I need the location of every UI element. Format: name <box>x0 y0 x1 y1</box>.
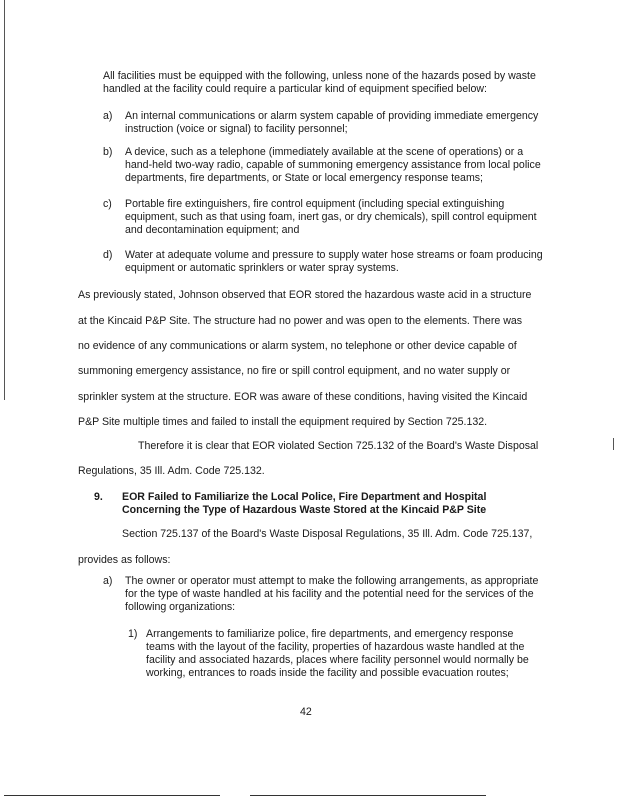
body-line: sprinkler system at the structure. EOR was aware of these conditions, having visited the Kincaid <box>78 391 528 403</box>
body-line: at the Kincaid P&P Site. The structure had no power and was open to the elements. There was <box>78 315 523 327</box>
list-item-text: An internal communications or alarm system capable of providing immediate emergency instruction (voice or signal) to facility personnel; <box>125 110 539 135</box>
body-line: Regulations, 35 Ill. Adm. Code 725.132. <box>78 465 265 477</box>
section-title: EOR Failed to Familiarize the Local Police, Fire Department and Hospital Concerning the Type of Hazardous Waste Stored at the Kincaid P&P Site <box>122 491 487 516</box>
list-item-label: a) <box>103 575 113 587</box>
list-item-label: c) <box>103 198 112 210</box>
right-margin-mark <box>613 438 614 450</box>
body-line: Section 725.137 of the Board's Waste Disposal Regulations, 35 Ill. Adm. Code 725.137, <box>122 528 533 540</box>
body-line: P&P Site multiple times and failed to install the equipment required by Section 725.132. <box>78 416 488 428</box>
body-line: summoning emergency assistance, no fire or spill control equipment, and no water supply or <box>78 365 511 377</box>
intro-paragraph: All facilities must be equipped with the following, unless none of the hazards posed by waste handled at the facility could require a particular kind of equipment specified below: <box>103 70 536 95</box>
list-item-label: a) <box>103 110 113 122</box>
section-number: 9. <box>94 491 103 503</box>
page-number: 42 <box>300 706 312 718</box>
body-line: provides as follows: <box>78 554 171 566</box>
body-line: no evidence of any communications or alarm system, no telephone or other device capable of <box>78 340 517 352</box>
list-item-label: d) <box>103 249 113 261</box>
body-line: As previously stated, Johnson observed that EOR stored the hazardous waste acid in a structure <box>78 289 532 301</box>
body-line: Therefore it is clear that EOR violated Section 725.132 of the Board's Waste Disposal <box>138 440 539 452</box>
list-item-text: Water at adequate volume and pressure to supply water hose streams or foam producing equipment or automatic sprinklers or water spray systems. <box>125 249 543 274</box>
footer-rule-left <box>4 795 220 796</box>
left-margin-rule <box>4 0 5 400</box>
list-item-label: b) <box>103 146 113 158</box>
list-item-text: Portable fire extinguishers, fire control equipment (including special extinguishing equipment, such as that using foam, inert gas, or dry chemicals), spill control equipment and decontamination equipment; and <box>125 198 537 236</box>
list-item-text: Arrangements to familiarize police, fire departments, and emergency response teams with the layout of the facility, properties of hazardous waste handled at the facility and associated hazards, places where facility personnel would normally be working, entrances to roads inside the facility and possible evacuation routes; <box>146 628 529 679</box>
footer-rule-right <box>250 795 486 796</box>
list-item-text: The owner or operator must attempt to make the following arrangements, as appropriate for the type of waste handled at his facility and the potential need for the services of the following organizations: <box>125 575 539 613</box>
list-item-label: 1) <box>128 628 138 640</box>
list-item-text: A device, such as a telephone (immediately available at the scene of operations) or a hand-held two-way radio, capable of summoning emergency assistance from local police departments, fire departments, or State or local emergency response teams; <box>125 146 541 184</box>
